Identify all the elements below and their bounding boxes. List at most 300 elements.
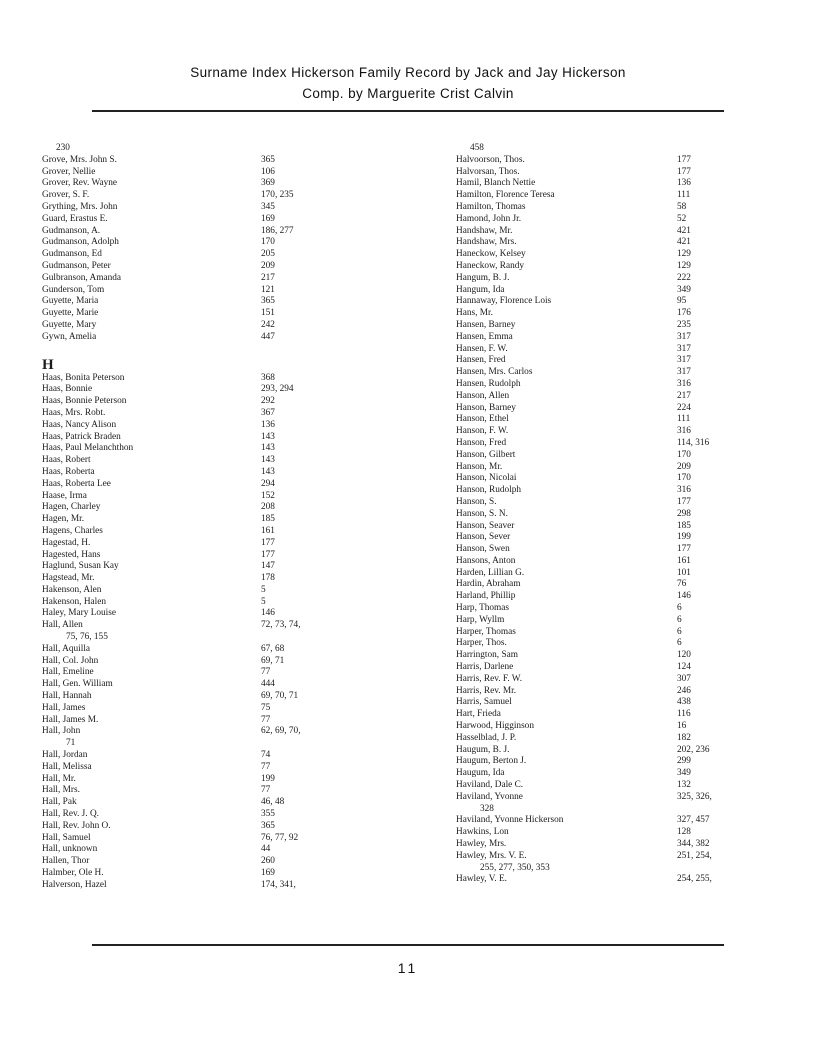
entry-name: Hart, Frieda — [456, 709, 501, 720]
entry-pages: 293, 294 — [261, 384, 294, 395]
index-entry — [42, 202, 382, 214]
entry-name: Haas, Bonnie — [42, 384, 93, 395]
index-entry — [42, 443, 382, 455]
index-entry — [42, 715, 382, 727]
index-entry — [42, 821, 382, 833]
entry-pages: 111 — [677, 414, 691, 425]
section-letter — [42, 353, 382, 373]
entry-name: Hanson, Allen — [456, 390, 510, 401]
index-entry — [456, 591, 786, 603]
index-entry — [456, 638, 786, 650]
index-entry — [456, 367, 786, 379]
entry-name: Hanson, Fred — [456, 437, 507, 448]
index-entry — [456, 615, 786, 627]
entry-pages: 367 — [261, 407, 275, 418]
entry-name: Hanson, Mr. — [456, 461, 503, 472]
index-entry — [42, 868, 382, 880]
index-entry — [456, 308, 786, 320]
entry-pages: 106 — [261, 166, 275, 177]
index-entry — [42, 226, 382, 238]
entry-name: Haneckow, Kelsey — [456, 249, 526, 260]
index-entry — [456, 532, 786, 544]
entry-name: Hanson, Gilbert — [456, 449, 516, 460]
entry-name: Hans, Mr. — [456, 308, 493, 319]
entry-name: Hawley, Mrs. — [456, 839, 507, 850]
entry-name: Harris, Darlene — [456, 662, 514, 673]
index-entry — [456, 344, 786, 356]
index-entry — [456, 296, 786, 308]
entry-name: Hamilton, Thomas — [456, 201, 526, 212]
entry-name: Hanson, F. W. — [456, 426, 509, 437]
entry-name: Hangum, B. J. — [456, 272, 510, 283]
index-entry — [456, 426, 786, 438]
index-entry — [456, 556, 786, 568]
index-entry — [42, 597, 382, 609]
index-entry — [42, 396, 382, 408]
entry-pages: 177 — [677, 544, 691, 555]
index-entry — [456, 379, 786, 391]
index-entry — [456, 332, 786, 344]
index-entry — [42, 261, 382, 273]
entry-name: Hansen, Mrs. Carlos — [456, 367, 533, 378]
index-entry — [42, 249, 382, 261]
entry-pages: 294 — [261, 478, 275, 489]
entry-name: 458 — [470, 143, 484, 153]
entry-pages: 169 — [261, 868, 275, 879]
entry-pages: 177 — [261, 549, 275, 560]
index-entry — [42, 809, 382, 821]
entry-name: Hagstead, Mr. — [42, 573, 95, 584]
index-entry — [42, 644, 382, 656]
index-entry — [456, 627, 786, 639]
entry-pages: 101 — [677, 567, 691, 578]
entry-pages: 6 — [677, 638, 682, 649]
entry-name: 255, 277, 350, 353 — [480, 862, 550, 873]
index-entry — [42, 237, 382, 249]
entry-name: Haviland, Dale C. — [456, 780, 524, 791]
index-entry — [456, 485, 786, 497]
entry-pages: 307 — [677, 673, 691, 684]
entry-name: Gunderson, Tom — [42, 284, 105, 295]
entry-name: Hall, Col. John — [42, 655, 99, 666]
index-entry — [456, 214, 786, 226]
entry-pages: 202, 236 — [677, 744, 710, 755]
index-entry — [456, 261, 786, 273]
entry-pages: 129 — [677, 260, 691, 271]
entry-name: Guyette, Marie — [42, 308, 99, 319]
index-entry — [456, 473, 786, 485]
index-entry — [42, 608, 382, 620]
entry-pages: 143 — [261, 466, 275, 477]
index-entry — [42, 585, 382, 597]
index-entry — [42, 856, 382, 868]
index-entry — [42, 332, 382, 344]
entry-name: Hagen, Mr. — [42, 514, 85, 525]
index-entry — [42, 691, 382, 703]
entry-name: Haas, Bonnie Peterson — [42, 396, 127, 407]
index-entry — [456, 285, 786, 297]
index-entry — [42, 514, 382, 526]
page-number: 11 — [397, 960, 419, 976]
entry-pages: 222 — [677, 272, 691, 283]
entry-pages: 177 — [261, 537, 275, 548]
entry-name: Harris, Samuel — [456, 697, 512, 708]
entry-name: Handshaw, Mrs. — [456, 237, 517, 248]
index-entry-continuation — [456, 804, 786, 816]
entry-name: Hannaway, Florence Lois — [456, 296, 552, 307]
entry-name: Haas, Roberta — [42, 466, 95, 477]
entry-pages: 124 — [677, 662, 691, 673]
index-entry — [456, 827, 786, 839]
entry-pages: 67, 68 — [261, 643, 285, 654]
entry-pages: 111 — [677, 190, 691, 201]
index-entry — [42, 479, 382, 491]
entry-pages: 217 — [677, 390, 691, 401]
header-compiler: Comp. by Marguerite Crist Calvin — [302, 86, 514, 101]
entry-pages: 186, 277 — [261, 225, 294, 236]
entry-pages: 152 — [261, 490, 275, 501]
index-entry — [42, 420, 382, 432]
entry-pages: 421 — [677, 225, 691, 236]
index-entry — [456, 603, 786, 615]
index-entry — [42, 573, 382, 585]
entry-pages: 316 — [677, 426, 691, 437]
entry-name: Grything, Mrs. John — [42, 201, 118, 212]
index-entry — [42, 762, 382, 774]
entry-pages: 365 — [261, 296, 275, 307]
section-gap — [42, 344, 382, 353]
entry-name: Guard, Erastus E. — [42, 213, 108, 224]
entry-name: Hansen, Rudolph — [456, 378, 521, 389]
entry-name: 230 — [56, 143, 70, 153]
index-entry-continuation — [42, 632, 382, 644]
entry-pages: 177 — [677, 166, 691, 177]
index-entry — [42, 538, 382, 550]
carryover-page-ref — [456, 143, 786, 155]
index-entry — [456, 355, 786, 367]
entry-pages: 177 — [677, 154, 691, 165]
index-entry — [456, 839, 786, 851]
entry-name: Hagens, Charles — [42, 525, 103, 536]
entry-pages: 298 — [677, 508, 691, 519]
entry-name: Halvorsan, Thos. — [456, 166, 520, 177]
index-entry — [42, 467, 382, 479]
entry-pages: 349 — [677, 284, 691, 295]
entry-pages: 176 — [677, 308, 691, 319]
entry-pages: 209 — [677, 461, 691, 472]
header-divider — [92, 110, 724, 112]
entry-name: Guyette, Maria — [42, 296, 99, 307]
index-entry — [42, 384, 382, 396]
index-entry — [456, 226, 786, 238]
entry-name: Hansons, Anton — [456, 555, 516, 566]
index-entry — [456, 202, 786, 214]
entry-name: Haugum, Ida — [456, 768, 505, 779]
index-entry — [42, 296, 382, 308]
entry-name: Hamil, Blanch Nettie — [456, 178, 536, 189]
entry-pages: 161 — [261, 525, 275, 536]
entry-pages: 177 — [677, 496, 691, 507]
section-letter-label: H — [42, 356, 54, 373]
entry-pages: 69, 70, 71 — [261, 691, 299, 702]
entry-pages: 170 — [677, 449, 691, 460]
entry-name: Haas, Mrs. Robt. — [42, 407, 106, 418]
entry-pages: 161 — [677, 555, 691, 566]
entry-name: Harden, Lillian G. — [456, 567, 525, 578]
index-entry — [42, 502, 382, 514]
entry-name: Haas, Paul Melanchthon — [42, 443, 134, 454]
entry-name: Hall, Mrs. — [42, 785, 80, 796]
index-entry — [456, 273, 786, 285]
index-entry — [456, 579, 786, 591]
entry-name: Harper, Thomas — [456, 626, 516, 637]
entry-name: Hamilton, Florence Teresa — [456, 190, 555, 201]
entry-pages: 447 — [261, 331, 275, 342]
entry-name: Gudmanson, Adolph — [42, 237, 119, 248]
index-entry — [42, 408, 382, 420]
entry-name: Hawkins, Lon — [456, 827, 509, 838]
entry-pages: 170 — [261, 237, 275, 248]
entry-name: Hall, Mr. — [42, 773, 76, 784]
index-entry — [456, 674, 786, 686]
entry-name: Haas, Nancy Alison — [42, 419, 117, 430]
entry-name: Haviland, Yvonne Hickerson — [456, 815, 564, 826]
index-column-right — [456, 143, 786, 886]
index-entry — [456, 497, 786, 509]
index-entry — [456, 815, 786, 827]
index-entry — [42, 667, 382, 679]
index-entry — [42, 703, 382, 715]
entry-name: Hansen, Emma — [456, 331, 513, 342]
entry-pages: 136 — [261, 419, 275, 430]
entry-pages: 116 — [677, 709, 691, 720]
entry-pages: 208 — [261, 502, 275, 513]
header-title: Surname Index Hickerson Family Record by Jack and Jay Hickerson — [190, 65, 626, 80]
index-entry — [456, 544, 786, 556]
index-entry — [456, 249, 786, 261]
index-entry — [456, 178, 786, 190]
entry-pages: 5 — [261, 584, 266, 595]
index-entry — [456, 521, 786, 533]
index-entry — [456, 768, 786, 780]
entry-pages: 344, 382 — [677, 839, 710, 850]
entry-name: Gudmanson, Peter — [42, 260, 111, 271]
index-entry — [456, 414, 786, 426]
index-entry — [42, 726, 382, 738]
index-entry — [456, 450, 786, 462]
entry-name: Hanson, Sever — [456, 532, 511, 543]
entry-pages: 199 — [677, 532, 691, 543]
entry-name: Hansen, Fred — [456, 355, 506, 366]
index-entry — [42, 679, 382, 691]
entry-name: Halmber, Ole H. — [42, 868, 104, 879]
entry-pages: 369 — [261, 178, 275, 189]
entry-name: Harris, Rev. Mr. — [456, 685, 517, 696]
entry-pages: 260 — [261, 856, 275, 867]
entry-name: Hanson, Rudolph — [456, 485, 522, 496]
index-entry — [456, 155, 786, 167]
entry-name: Harper, Thos. — [456, 638, 507, 649]
entry-pages: 5 — [261, 596, 266, 607]
entry-name: Haas, Robert — [42, 455, 91, 466]
index-entry — [42, 320, 382, 332]
entry-name: Grove, Mrs. John S. — [42, 154, 117, 165]
entry-name: Hall, unknown — [42, 844, 98, 855]
index-entry — [456, 721, 786, 733]
entry-name: Gudmanson, Ed — [42, 249, 102, 260]
entry-name: Harp, Thomas — [456, 603, 510, 614]
entry-name: Hall, Samuel — [42, 832, 91, 843]
entry-pages: 62, 69, 70, — [261, 726, 301, 737]
entry-name: Hall, James M. — [42, 714, 99, 725]
entry-pages: 132 — [677, 780, 691, 791]
index-entry — [456, 686, 786, 698]
entry-pages: 169 — [261, 213, 275, 224]
entry-pages: 317 — [677, 343, 691, 354]
entry-pages: 438 — [677, 697, 691, 708]
entry-pages: 77 — [261, 667, 271, 678]
entry-pages: 199 — [261, 773, 275, 784]
entry-name: 71 — [66, 738, 76, 749]
entry-pages: 121 — [261, 284, 275, 295]
index-entry — [456, 745, 786, 757]
entry-name: Hawley, V. E. — [456, 874, 507, 885]
entry-pages: 444 — [261, 679, 275, 690]
entry-pages: 146 — [677, 591, 691, 602]
entry-pages: 368 — [261, 372, 275, 383]
entry-pages: 151 — [261, 308, 275, 319]
index-entry-continuation — [456, 863, 786, 875]
entry-pages: 16 — [677, 721, 687, 732]
index-entry — [42, 285, 382, 297]
index-entry — [42, 833, 382, 845]
entry-name: Hanson, Barney — [456, 402, 516, 413]
entry-name: Haas, Bonita Peterson — [42, 372, 125, 383]
entry-name: Harrington, Sam — [456, 650, 518, 661]
entry-pages: 365 — [261, 154, 275, 165]
entry-name: Hawley, Mrs. V. E. — [456, 850, 527, 861]
entry-pages: 217 — [261, 272, 275, 283]
page-header — [92, 62, 724, 104]
entry-name: Hall, Hannah — [42, 691, 92, 702]
entry-name: Gulbranson, Amanda — [42, 272, 122, 283]
entry-name: Handshaw, Mr. — [456, 225, 513, 236]
index-entry — [42, 178, 382, 190]
index-entry — [456, 320, 786, 332]
entry-pages: 77 — [261, 785, 271, 796]
entry-name: Hallen, Thor — [42, 856, 90, 867]
footer-divider — [92, 944, 724, 946]
index-entry — [456, 780, 786, 792]
index-entry — [456, 756, 786, 768]
entry-pages: 143 — [261, 455, 275, 466]
entry-name: Grover, Nellie — [42, 166, 96, 177]
entry-pages: 6 — [677, 614, 682, 625]
entry-name: Hall, Rev. J. Q. — [42, 809, 99, 820]
entry-name: 328 — [480, 803, 494, 814]
entry-name: Haase, Irma — [42, 490, 87, 501]
entry-pages: 299 — [677, 756, 691, 767]
entry-pages: 75 — [261, 702, 271, 713]
entry-name: Halverson, Hazel — [42, 879, 107, 890]
entry-pages: 421 — [677, 237, 691, 248]
entry-name: Hall, Pak — [42, 797, 77, 808]
entry-name: Haas, Patrick Braden — [42, 431, 121, 442]
entry-name: Hanson, Nicolai — [456, 473, 517, 484]
index-entry — [42, 774, 382, 786]
index-entry — [456, 662, 786, 674]
entry-name: Hagen, Charley — [42, 502, 101, 513]
entry-name: Hasselblad, J. P. — [456, 732, 517, 743]
entry-name: Hagested, Hans — [42, 549, 101, 560]
index-entry — [456, 650, 786, 662]
entry-name: Hangum, Ida — [456, 284, 505, 295]
index-entry — [42, 785, 382, 797]
index-entry — [42, 526, 382, 538]
entry-pages: 235 — [677, 319, 691, 330]
entry-name: Haugum, B. J. — [456, 744, 510, 755]
entry-pages: 170 — [677, 473, 691, 484]
entry-pages: 224 — [677, 402, 691, 413]
index-entry — [456, 792, 786, 804]
entry-pages: 349 — [677, 768, 691, 779]
index-entry — [42, 844, 382, 856]
entry-pages: 325, 326, — [677, 791, 712, 802]
entry-name: Haneckow, Randy — [456, 260, 525, 271]
entry-name: Harwood, Higginson — [456, 721, 534, 732]
entry-name: Hall, Aquilla — [42, 643, 91, 654]
entry-name: Halvoorson, Thos. — [456, 154, 525, 165]
entry-pages: 114, 316 — [677, 437, 710, 448]
entry-name: Hanson, Ethel — [456, 414, 509, 425]
index-entry — [456, 403, 786, 415]
index-entry — [42, 273, 382, 285]
index-entry — [42, 880, 382, 892]
carryover-page-ref — [42, 143, 382, 155]
entry-name: Hall, James — [42, 702, 86, 713]
index-entry — [42, 561, 382, 573]
entry-pages: 77 — [261, 761, 271, 772]
entry-name: Haas, Roberta Lee — [42, 478, 111, 489]
entry-pages: 185 — [261, 514, 275, 525]
entry-pages: 292 — [261, 396, 275, 407]
entry-name: 75, 76, 155 — [66, 632, 108, 643]
entry-pages: 76 — [677, 579, 687, 590]
index-entry — [456, 438, 786, 450]
entry-name: Guyette, Mary — [42, 319, 97, 330]
index-entry — [456, 509, 786, 521]
entry-pages: 52 — [677, 213, 687, 224]
index-entry — [456, 462, 786, 474]
index-entry — [456, 237, 786, 249]
entry-pages: 317 — [677, 355, 691, 366]
entry-name: Hanson, Swen — [456, 544, 510, 555]
entry-pages: 316 — [677, 378, 691, 389]
entry-name: Haviland, Yvonne — [456, 791, 523, 802]
entry-pages: 136 — [677, 178, 691, 189]
entry-name: Hakenson, Halen — [42, 596, 107, 607]
entry-name: Hardin, Abraham — [456, 579, 521, 590]
index-entry — [456, 190, 786, 202]
index-entry — [42, 455, 382, 467]
index-entry — [42, 308, 382, 320]
entry-name: Grover, Rev. Wayne — [42, 178, 118, 189]
entry-name: Haley, Mary Louise — [42, 608, 117, 619]
entry-name: Hakenson, Alen — [42, 584, 102, 595]
entry-pages: 46, 48 — [261, 797, 285, 808]
entry-name: Hall, Jordan — [42, 750, 88, 761]
index-entry — [42, 656, 382, 668]
